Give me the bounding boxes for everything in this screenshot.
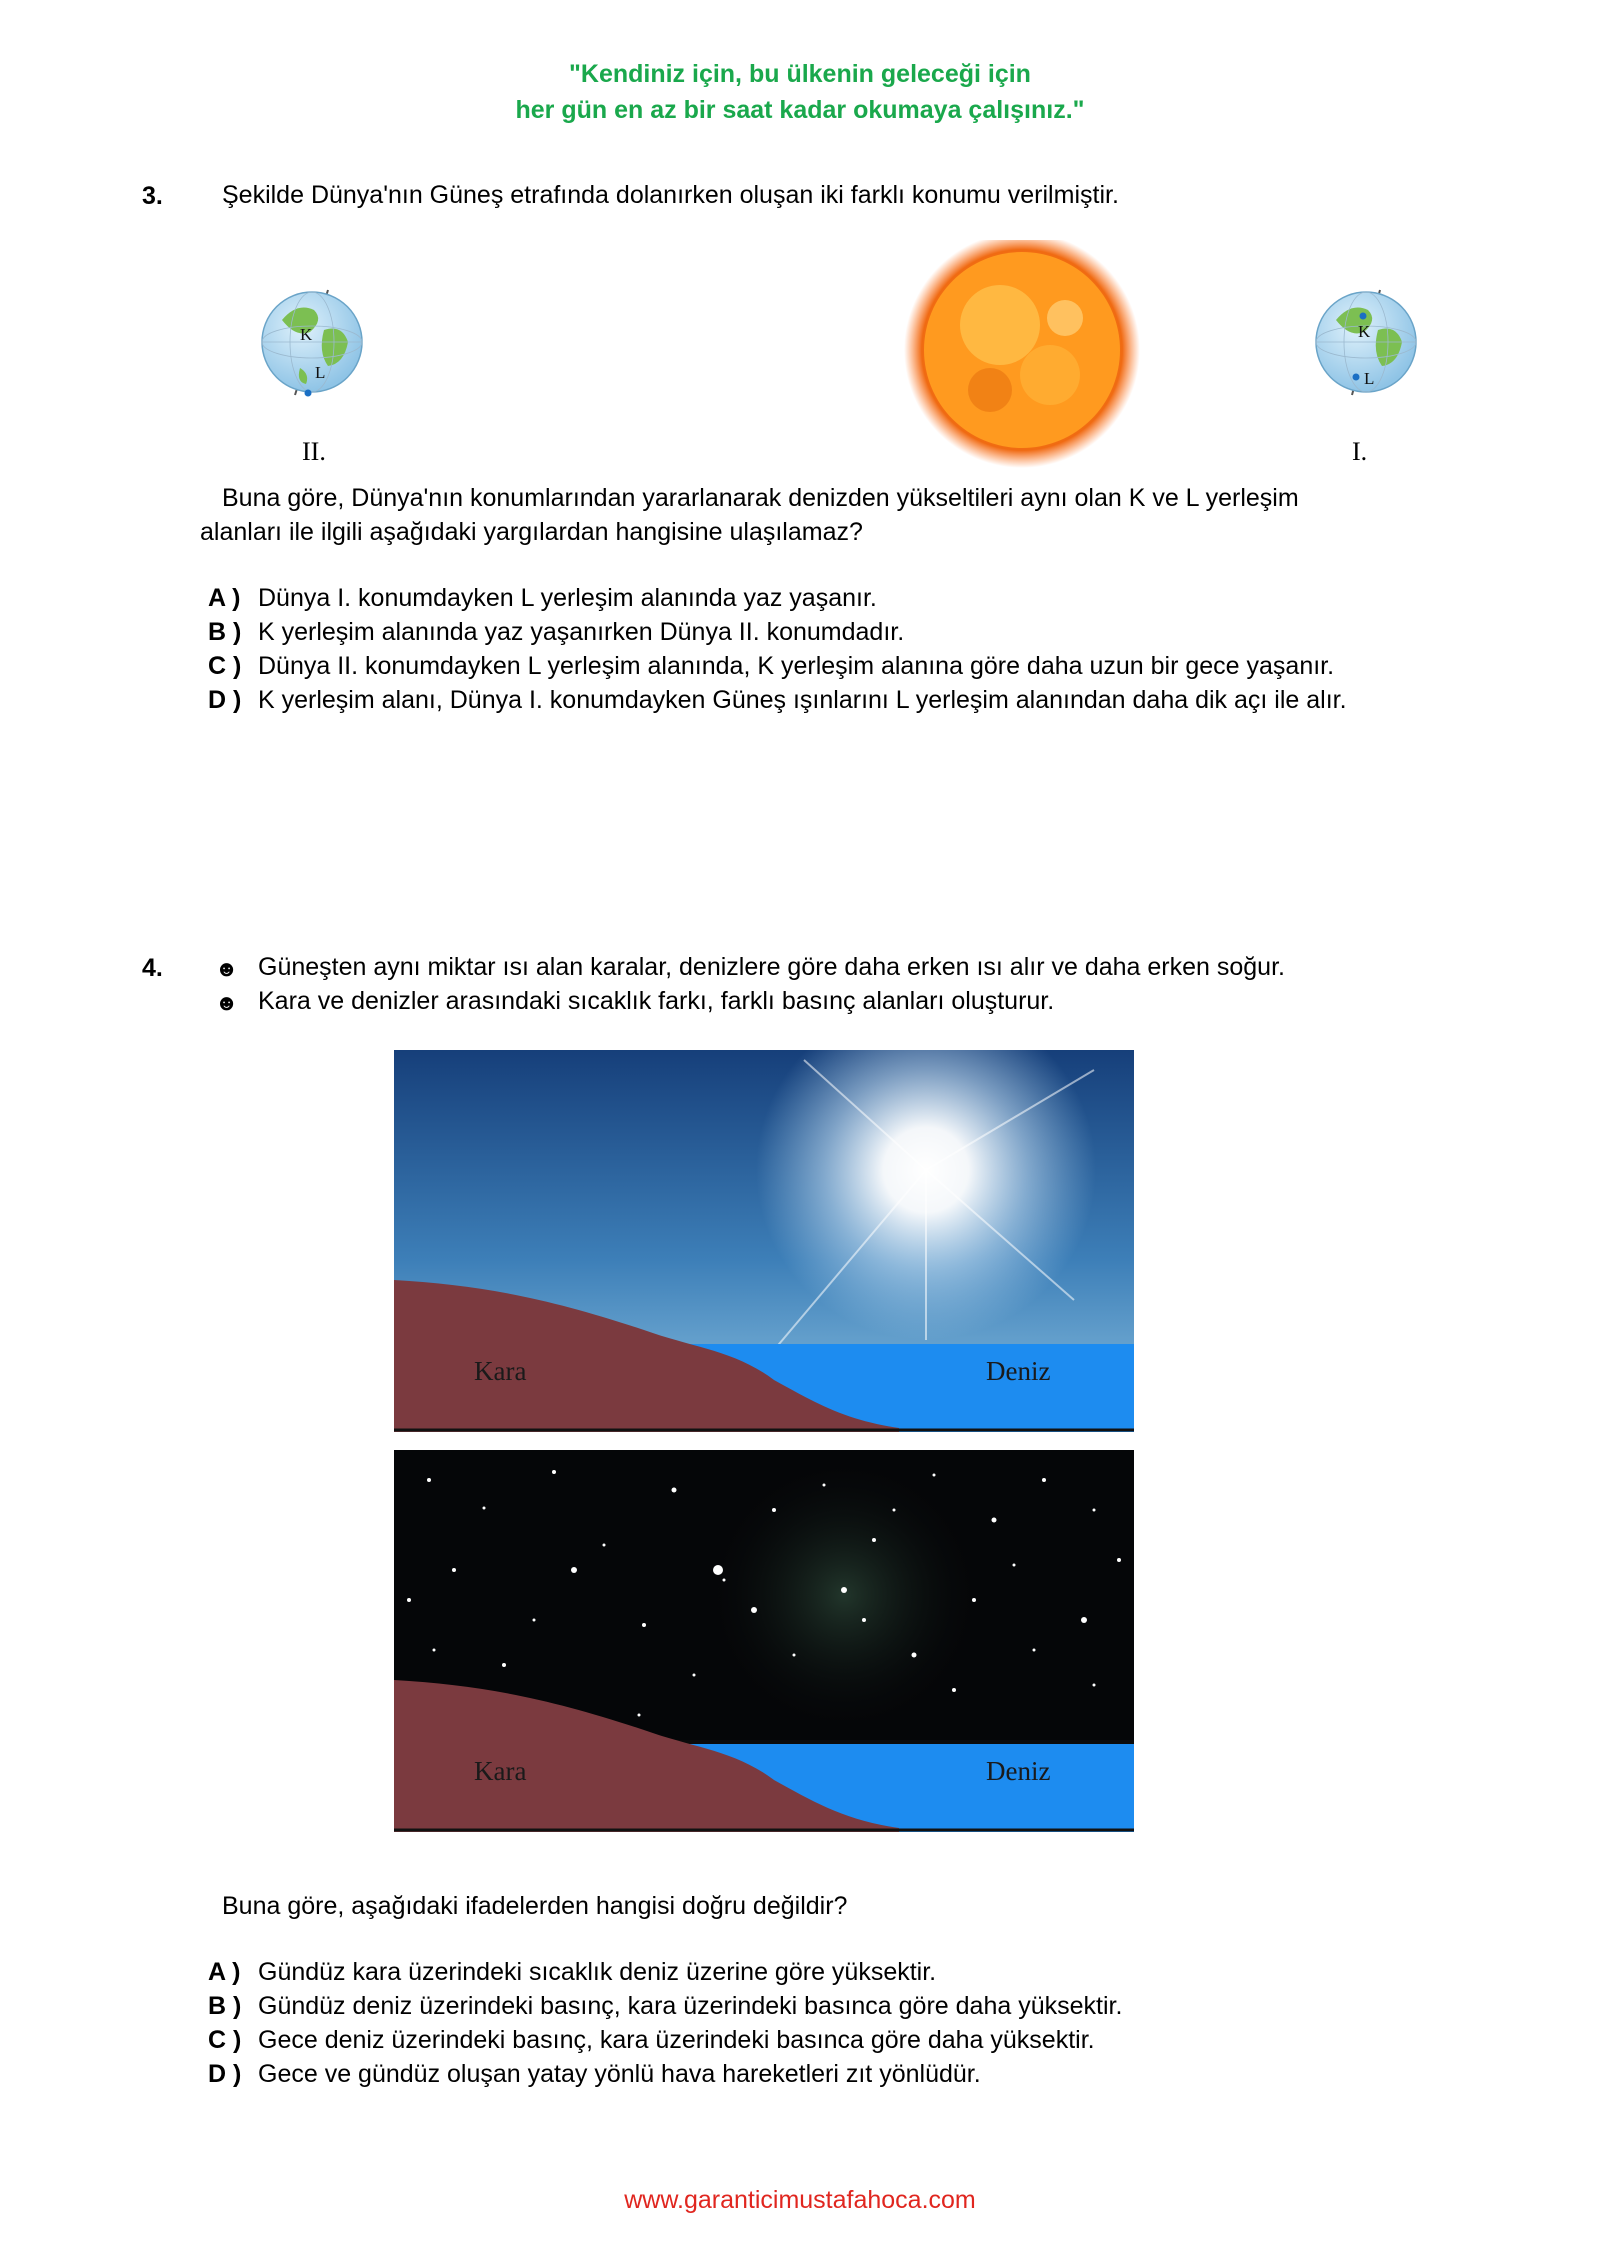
- motto-line-1: "Kendiniz için, bu ülkenin geleceği için: [569, 60, 1031, 88]
- q3-option-c-letter[interactable]: C ): [208, 652, 242, 680]
- day-land-label: Kara: [474, 1356, 527, 1386]
- q3-option-c-text[interactable]: Dünya II. konumdayken L yerleşim alanında, K yerleşim alanına göre daha uzun bir gece yaşanır.: [258, 652, 1335, 680]
- settlement-l-dot-left: [305, 390, 312, 397]
- q4-option-a-text[interactable]: Gündüz kara üzerindeki sıcaklık deniz üzerine göre yüksektir.: [258, 1958, 937, 1986]
- q4-option-d-letter[interactable]: D ): [208, 2060, 242, 2088]
- earth-globe-right: [1316, 290, 1416, 395]
- q4-option-c-letter[interactable]: C ): [208, 2026, 242, 2054]
- q3-option-a-text[interactable]: Dünya I. konumdayken L yerleşim alanında yaz yaşanır.: [258, 584, 877, 612]
- question-4-stem: Buna göre, aşağıdaki ifadelerden hangisi doğru değildir?: [222, 1892, 848, 1920]
- q4-option-a-letter[interactable]: A ): [208, 1958, 241, 1986]
- bullet-1-icon: ☻: [215, 956, 239, 981]
- question-3-stem-line-2: alanları ile ilgili aşağıdaki yargılardan hangisine ulaşılamaz?: [200, 518, 863, 546]
- settlement-k-dot-right: [1360, 313, 1367, 320]
- night-scene-image: [394, 1450, 1134, 1832]
- q3-option-a-letter[interactable]: A ): [208, 584, 241, 612]
- q3-option-d-letter[interactable]: D ): [208, 686, 242, 714]
- day-scene-image: [394, 1050, 1134, 1432]
- q3-option-b-letter[interactable]: B ): [208, 618, 242, 646]
- question-3-stem-line-1: Buna göre, Dünya'nın konumlarından yararlanarak denizden yükseltileri aynı olan K ve L yerleşim: [222, 484, 1299, 512]
- q4-option-c-text[interactable]: Gece deniz üzerindeki basınç, kara üzerindeki basınca göre daha yüksektir.: [258, 2026, 1095, 2054]
- globe-right-label-l: L: [1364, 369, 1375, 388]
- bullet-2-icon: ☻: [215, 990, 239, 1015]
- bullet-2-text: Kara ve denizler arasındaki sıcaklık farkı, farklı basınç alanları oluşturur.: [258, 987, 1055, 1015]
- q4-option-b-letter[interactable]: B ): [208, 1992, 242, 2020]
- night-sea-label: Deniz: [986, 1756, 1051, 1786]
- q3-option-b-text[interactable]: K yerleşim alanında yaz yaşanırken Dünya II. konumdadır.: [258, 618, 905, 646]
- day-sea-label: Deniz: [986, 1356, 1051, 1386]
- globe-right-label-k: K: [1358, 322, 1371, 341]
- night-land-label: Kara: [474, 1756, 527, 1786]
- question-3-number: 3.: [142, 182, 163, 210]
- settlement-l-dot-right: [1353, 374, 1360, 381]
- question-3-intro: Şekilde Dünya'nın Güneş etrafında dolanırken oluşan iki farklı konumu verilmiştir.: [222, 181, 1119, 209]
- q3-option-d-text[interactable]: K yerleşim alanı, Dünya I. konumdayken Güneş ışınlarını L yerleşim alanından daha dik açı ile alır.: [258, 686, 1347, 714]
- q4-option-d-text[interactable]: Gece ve gündüz oluşan yatay yönlü hava hareketleri zıt yönlüdür.: [258, 2060, 981, 2088]
- earth-orbit-figure: [230, 240, 1430, 480]
- motto-line-2: her gün en az bir saat kadar okumaya çalışınız.": [515, 96, 1085, 124]
- position-label-i: I.: [1352, 437, 1368, 466]
- footer-url[interactable]: www.garanticimustafahoca.com: [624, 2186, 976, 2214]
- globe-left-label-l: L: [315, 363, 326, 382]
- position-label-ii: II.: [302, 437, 326, 466]
- bullet-1-text: Güneşten aynı miktar ısı alan karalar, denizlere göre daha erken ısı alır ve daha erken soğur.: [258, 953, 1285, 981]
- sun-image: [904, 240, 1140, 468]
- globe-left-label-k: K: [300, 325, 313, 344]
- q4-option-b-text[interactable]: Gündüz deniz üzerindeki basınç, kara üzerindeki basınca göre daha yüksektir.: [258, 1992, 1123, 2020]
- question-4-number: 4.: [142, 954, 163, 982]
- earth-globe-left: [262, 290, 362, 397]
